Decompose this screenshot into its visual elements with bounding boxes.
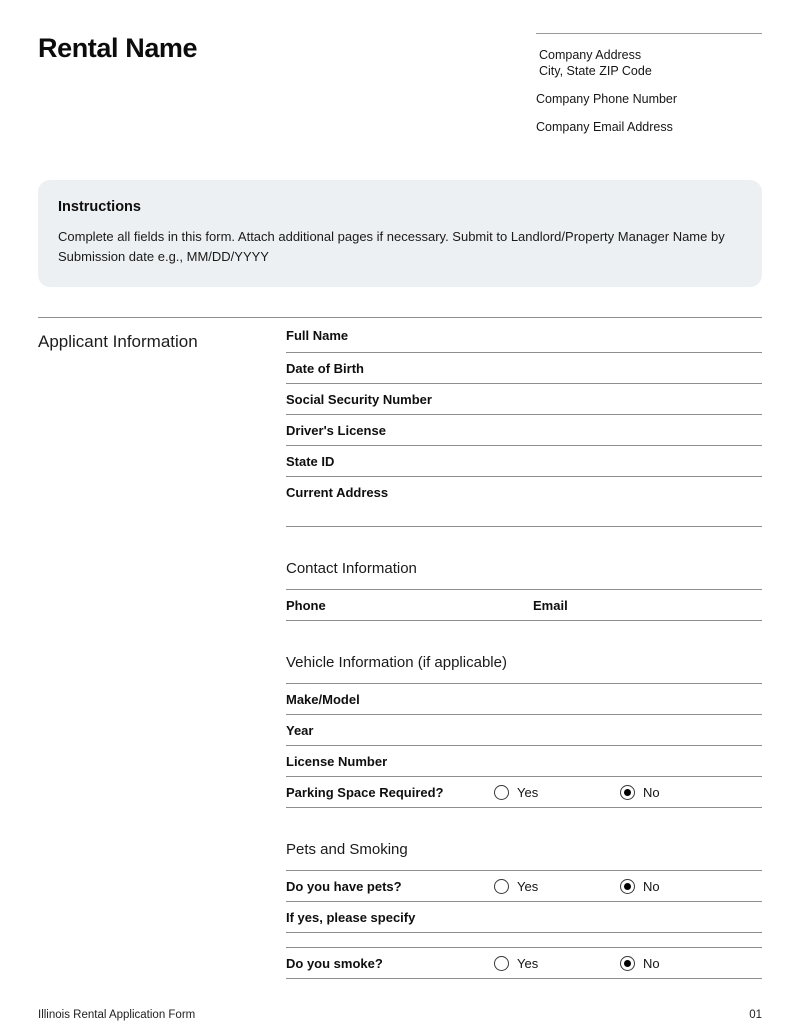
radio-option-label: No xyxy=(643,955,660,971)
radio-option-label: No xyxy=(643,878,660,894)
current-address-input[interactable] xyxy=(388,485,762,526)
field-row-pets-specify-continuation xyxy=(286,933,762,948)
field-row-pets-specify xyxy=(286,902,762,933)
field-label: Phone xyxy=(286,597,326,613)
field-row-phone-email xyxy=(286,590,762,621)
field-label: Full Name xyxy=(286,327,349,343)
radio-selected-icon xyxy=(620,879,635,894)
radio-row-smoke xyxy=(286,948,762,979)
instructions-card xyxy=(38,180,762,287)
parking-yes-option[interactable] xyxy=(494,785,620,800)
field-row-drivers-license xyxy=(286,415,762,446)
field-row-current-address xyxy=(286,477,762,527)
page-footer xyxy=(38,1009,762,1021)
field-row-full-name xyxy=(286,318,762,353)
field-label: License Number xyxy=(286,753,388,769)
field-row-license-number xyxy=(286,746,762,777)
field-label: Driver's License xyxy=(286,422,386,438)
pets-no-option[interactable] xyxy=(620,879,660,894)
parking-no-option[interactable] xyxy=(620,785,660,800)
field-cell-phone xyxy=(286,598,524,613)
radio-selected-icon xyxy=(620,956,635,971)
smoke-yes-option[interactable] xyxy=(494,956,620,971)
instructions-title: Instructions xyxy=(58,199,141,215)
question-label: Do you smoke? xyxy=(286,955,383,971)
instructions-body: Complete all fields in this form. Attach additional pages if necessary. Submit to Landlord/Property Manager Name by Submission date e.g., MM/DD/YYYY xyxy=(58,229,725,264)
footer-page-number: 01 xyxy=(749,1009,762,1021)
field-cell-email xyxy=(524,598,762,613)
company-email: Company Email Address xyxy=(536,120,673,134)
field-label: Date of Birth xyxy=(286,360,364,376)
field-label: If yes, please specify xyxy=(286,909,416,925)
radio-unselected-icon xyxy=(494,879,509,894)
drivers-license-input[interactable] xyxy=(386,415,762,445)
page-header xyxy=(38,0,762,147)
question-label: Parking Space Required? xyxy=(286,784,444,800)
field-row-social-security-number xyxy=(286,384,762,415)
field-label: Email xyxy=(533,597,568,613)
section-title-vehicle-information: Vehicle Information (if applicable) xyxy=(286,621,762,684)
field-label: Make/Model xyxy=(286,691,360,707)
date-of-birth-input[interactable] xyxy=(364,353,762,383)
footer-document-title: Illinois Rental Application Form xyxy=(38,1009,196,1021)
question-label: Do you have pets? xyxy=(286,878,402,894)
radio-option-label: No xyxy=(643,784,660,800)
license-number-input[interactable] xyxy=(387,746,762,776)
field-label: Social Security Number xyxy=(286,391,432,407)
radio-unselected-icon xyxy=(494,785,509,800)
radio-option-label: Yes xyxy=(517,955,539,971)
social-security-number-input[interactable] xyxy=(432,384,762,414)
company-address-line1: Company Address xyxy=(539,48,642,62)
pets-specify-continuation-input[interactable] xyxy=(286,933,762,947)
email-input[interactable] xyxy=(568,598,762,613)
field-label: Year xyxy=(286,722,314,738)
company-phone: Company Phone Number xyxy=(536,92,678,106)
pets-yes-option[interactable] xyxy=(494,879,620,894)
state-id-input[interactable] xyxy=(334,446,762,476)
pets-specify-input[interactable] xyxy=(415,902,762,932)
field-label: State ID xyxy=(286,453,335,469)
radio-unselected-icon xyxy=(494,956,509,971)
radio-option-label: Yes xyxy=(517,878,539,894)
company-address xyxy=(536,47,762,79)
radio-row-have-pets xyxy=(286,871,762,902)
field-label: Current Address xyxy=(286,485,389,500)
fields-column xyxy=(286,318,762,979)
smoke-no-option[interactable] xyxy=(620,956,660,971)
phone-input[interactable] xyxy=(326,598,524,613)
field-row-make-model xyxy=(286,684,762,715)
radio-option-label: Yes xyxy=(517,784,539,800)
page-title: Rental Name xyxy=(38,33,198,63)
section-title-contact-information: Contact Information xyxy=(286,527,762,590)
company-address-line2: City, State ZIP Code xyxy=(539,64,652,78)
year-input[interactable] xyxy=(313,715,762,745)
make-model-input[interactable] xyxy=(360,684,762,714)
company-info-block xyxy=(536,33,762,147)
section-title-pets-and-smoking: Pets and Smoking xyxy=(286,808,762,871)
radio-row-parking-space xyxy=(286,777,762,808)
section-title-applicant-information: Applicant Information xyxy=(38,332,198,351)
field-row-state-id xyxy=(286,446,762,477)
full-name-input[interactable] xyxy=(348,318,762,352)
form-body xyxy=(38,317,762,979)
field-row-year xyxy=(286,715,762,746)
field-row-date-of-birth xyxy=(286,353,762,384)
radio-selected-icon xyxy=(620,785,635,800)
